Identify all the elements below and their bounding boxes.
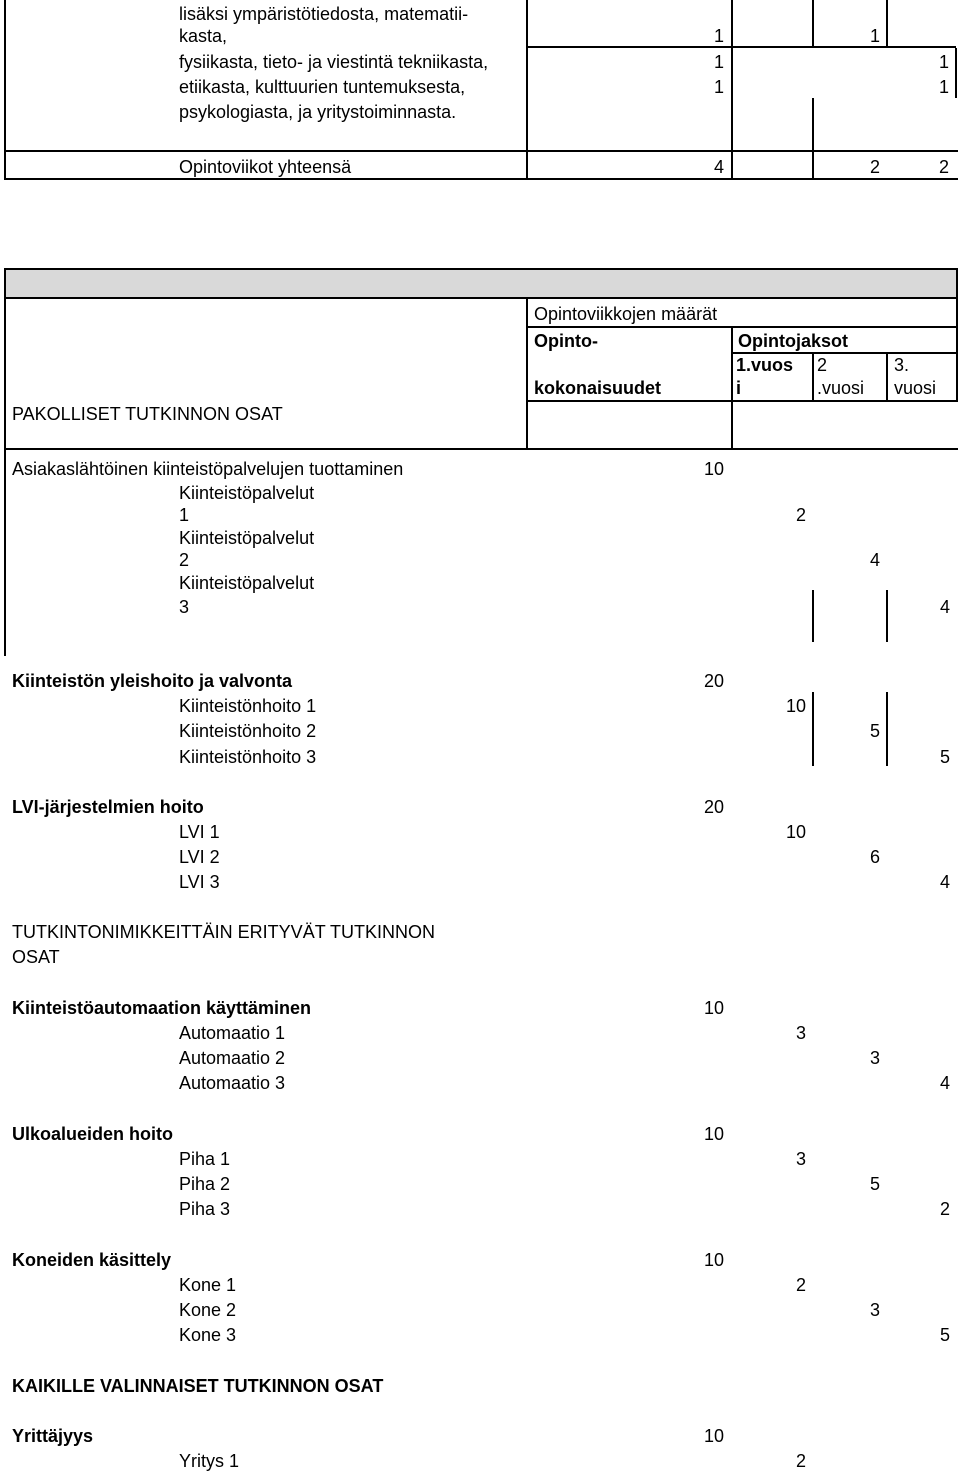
page-title: PAKOLLISET TUTKINNON OSAT: [12, 404, 283, 424]
list-item: 3: [179, 597, 190, 617]
border: [731, 0, 733, 180]
cell-value: 1: [938, 52, 949, 72]
list-item: Automaatio 1: [179, 1023, 286, 1043]
cell-value: 5: [869, 1174, 880, 1194]
border: [4, 450, 6, 656]
cell-value: 1: [869, 26, 880, 46]
cell-value: 2: [795, 1451, 806, 1471]
section-title: Yrittäjyys: [12, 1426, 94, 1446]
cell-value: 1: [938, 77, 949, 97]
list-item: Automaatio 2: [179, 1048, 286, 1068]
list-item: 1: [179, 505, 190, 525]
section-title: Koneiden käsittely: [12, 1250, 172, 1270]
list-item: Kiinteistöpalvelut: [179, 528, 315, 548]
text-line: psykologiasta, ja yritystoiminnasta.: [179, 102, 457, 122]
cell-value: 3: [795, 1149, 806, 1169]
section-total: 10: [703, 1124, 724, 1144]
cell-value: 3: [869, 1048, 880, 1068]
column-header: i: [736, 378, 742, 398]
cell-value: 5: [939, 747, 950, 767]
cell-value: 4: [939, 1073, 950, 1093]
section-title: Kiinteistön yleishoito ja valvonta: [12, 671, 293, 691]
cell-value: 6: [869, 847, 880, 867]
text-line: kasta,: [179, 26, 228, 46]
cell-value: 1: [713, 77, 724, 97]
list-item: LVI 2: [179, 847, 220, 867]
border: [526, 0, 528, 180]
border: [4, 297, 958, 299]
cell-value: 10: [785, 696, 806, 716]
column-header: Opinto-: [534, 331, 598, 351]
list-item: Piha 1: [179, 1149, 231, 1169]
list-item: Kiinteistönhoito 2: [179, 721, 317, 741]
border: [526, 400, 958, 402]
cell-value: 1: [713, 26, 724, 46]
border: [526, 46, 956, 48]
column-header: .vuosi: [817, 378, 865, 398]
cell-value: 4: [939, 872, 950, 892]
cell-value: 1: [713, 52, 724, 72]
section-title: Kiinteistöautomaation käyttäminen: [12, 998, 312, 1018]
text-line: lisäksi ympäristötiedosta, matematii-: [179, 4, 469, 24]
border: [812, 692, 814, 766]
column-header: 1.vuos: [736, 355, 794, 375]
cell-value: 3: [795, 1023, 806, 1043]
border: [731, 352, 958, 354]
list-item: Automaatio 3: [179, 1073, 286, 1093]
cell-value: 3: [869, 1300, 880, 1320]
list-item: Kiinteistöpalvelut: [179, 483, 315, 503]
section-total: 10: [703, 998, 724, 1018]
border: [731, 328, 733, 450]
border: [956, 268, 958, 402]
cell-value: 4: [939, 597, 950, 617]
column-header: 3.: [894, 355, 910, 375]
column-header: kokonaisuudet: [534, 378, 662, 398]
list-item: LVI 3: [179, 872, 220, 892]
cell-value: 2: [939, 1199, 950, 1219]
border: [886, 0, 888, 48]
list-item: Kone 2: [179, 1300, 237, 1320]
section-total: 20: [703, 671, 724, 691]
column-group-header: Opintoviikkojen määrät: [534, 304, 718, 324]
section-heading: OSAT: [12, 947, 60, 967]
border: [812, 352, 814, 402]
cell-value: 2: [869, 157, 880, 177]
border: [812, 590, 814, 642]
header-band: [5, 270, 957, 298]
border: [886, 352, 888, 402]
section-title: LVI-järjestelmien hoito: [12, 797, 204, 817]
section-title: Ulkoalueiden hoito: [12, 1124, 174, 1144]
section-heading: TUTKINTONIMIKKEITTÄIN ERITYVÄT TUTKINNON: [12, 922, 436, 942]
cell-value: 2: [795, 505, 806, 525]
section-total: 10: [703, 459, 724, 479]
cell-value: 5: [869, 721, 880, 741]
border: [955, 48, 957, 98]
cell-value: 4: [869, 550, 880, 570]
section-total: 20: [703, 797, 724, 817]
border: [4, 268, 6, 450]
cell-value: 2: [795, 1275, 806, 1295]
border: [526, 326, 958, 328]
border: [886, 590, 888, 642]
list-item: 2: [179, 550, 190, 570]
section-heading: KAIKILLE VALINNAISET TUTKINNON OSAT: [12, 1376, 384, 1396]
total-label: Opintoviikot yhteensä: [179, 157, 352, 177]
section-total: 10: [703, 1250, 724, 1270]
border: [4, 0, 6, 180]
border: [886, 692, 888, 766]
list-item: Kone 1: [179, 1275, 237, 1295]
border: [4, 178, 958, 180]
cell-value: 5: [939, 1325, 950, 1345]
text-line: fysiikasta, tieto- ja viestintä tekniikasta,: [179, 52, 489, 72]
cell-value: 4: [713, 157, 724, 177]
cell-value: 2: [938, 157, 949, 177]
column-header: vuosi: [894, 378, 937, 398]
text-line: etiikasta, kulttuurien tuntemuksesta,: [179, 77, 466, 97]
list-item: Kiinteistönhoito 1: [179, 696, 317, 716]
list-item: Piha 2: [179, 1174, 231, 1194]
border: [4, 448, 958, 450]
list-item: Kone 3: [179, 1325, 237, 1345]
list-item: Kiinteistönhoito 3: [179, 747, 317, 767]
border: [812, 98, 814, 180]
list-item: Kiinteistöpalvelut: [179, 573, 315, 593]
border: [812, 0, 814, 48]
section-total: 10: [703, 1426, 724, 1446]
list-item: Yritys 1: [179, 1451, 240, 1471]
list-item: Piha 3: [179, 1199, 231, 1219]
list-item: LVI 1: [179, 822, 220, 842]
column-header: Opintojaksot: [738, 331, 849, 351]
border: [4, 150, 958, 152]
section-title: Asiakaslähtöinen kiinteistöpalvelujen tuottaminen: [12, 459, 404, 479]
border: [526, 297, 528, 450]
cell-value: 10: [785, 822, 806, 842]
column-header: 2: [817, 355, 828, 375]
